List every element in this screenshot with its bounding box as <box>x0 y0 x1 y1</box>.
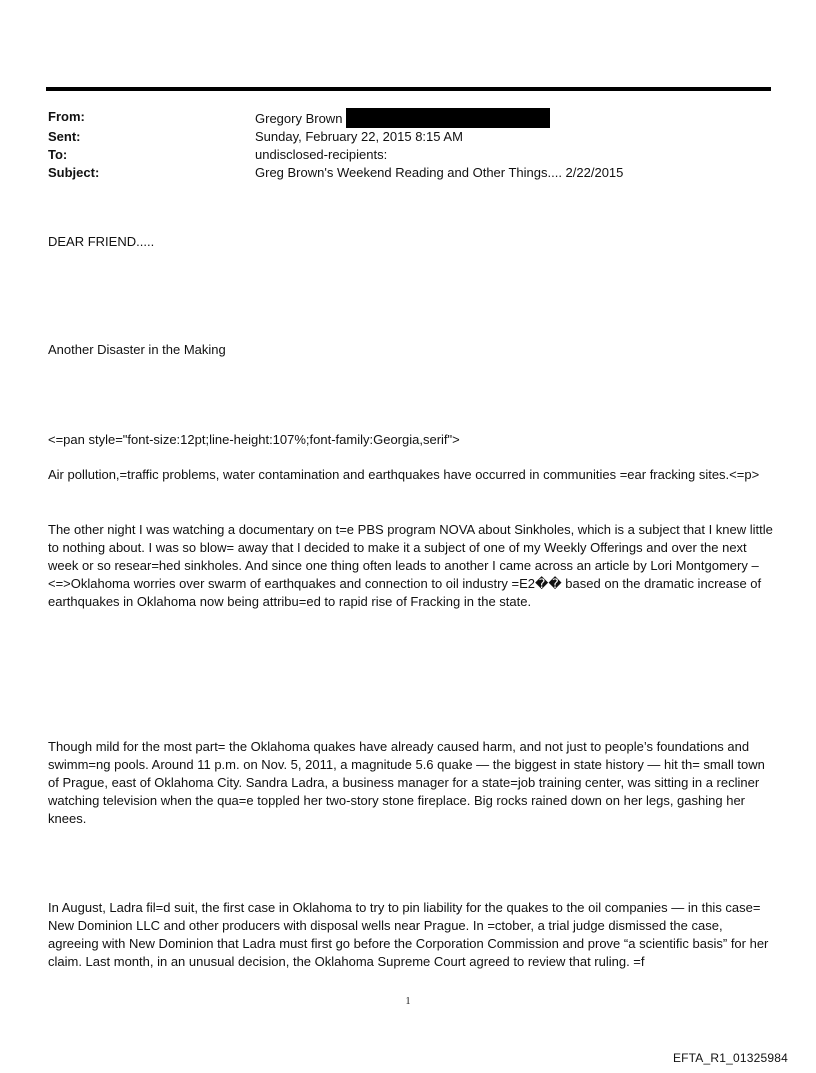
from-value <box>255 108 768 128</box>
to-value: undisclosed-recipients: <box>255 147 388 162</box>
html-artifact-line: <=pan style="font-size:12pt;line-height:107%;font-family:Georgia,serif"> <box>48 432 460 447</box>
paragraph-2: The other night I was watching a documentary on t=e PBS program NOVA about Sinkholes, which is a subject that I knew little to nothing about. I was so blow= away that I decided to make it a subject of one of my Weekly Offerings and over the next week or so resear=hed sinkholes. And since one thing often leads to another I came across an article by Lori Montgomery – <=>Oklahoma worries over swarm of earthquakes and connection to oil industry =E2�� based on the dramatic increase of earthquakes in Oklahoma now being attribu=ed to rapid rise of Fracking in the state. <box>48 522 773 609</box>
from-label: From: <box>48 109 85 124</box>
paragraph-4: In August, Ladra fil=d suit, the first case in Oklahoma to try to pin liability for the quakes to the oil companies — in this case= New Dominion LLC and other producers with disposal wells near Prague. In =ctober, a trial judge dismissed the case, agreeing with New Dominion that Ladra must first go before the Corporation Commission and prove “a scientific basis” for her claim. Last month, in an unusual decision, the Oklahoma Supreme Court agreed to review that ruling. =f <box>48 900 769 969</box>
from-name: Gregory Brown <box>255 111 343 126</box>
subject-value: Greg Brown's Weekend Reading and Other Things.... 2/22/2015 <box>255 165 624 180</box>
bates-number: EFTA_R1_01325984 <box>672 1051 788 1065</box>
paragraph-1: Air pollution,=traffic problems, water contamination and earthquakes have occurred in communities =ear fracking sites.<=p> <box>48 467 760 482</box>
sent-value: Sunday, February 22, 2015 8:15 AM <box>255 129 463 144</box>
subject-label: Subject: <box>48 165 100 180</box>
subject-row <box>48 164 768 182</box>
sent-label: Sent: <box>48 129 81 144</box>
sent-row <box>48 128 768 146</box>
from-row <box>48 108 768 128</box>
greeting: DEAR FRIEND..... <box>48 234 155 249</box>
email-header <box>48 108 768 182</box>
header-divider <box>46 87 771 91</box>
page-number: 1 <box>405 996 411 1007</box>
redaction-box <box>346 108 550 128</box>
to-label: To: <box>48 147 68 162</box>
section-heading: Another Disaster in the Making <box>48 342 226 357</box>
paragraph-3: Though mild for the most part= the Oklahoma quakes have already caused harm, and not just to people’s foundations and swimm=ng pools. Around 11 p.m. on Nov. 5, 2011, a magnitude 5.6 quake — the biggest in state history — hit th= small town of Prague, east of Oklahoma City. Sandra Ladra, a business manager for a state=job training center, was sitting in a recliner watching television when the qua=e toppled her two-story stone fireplace. Big rocks rained down on her legs, gashing her knees. <box>48 739 765 826</box>
to-row <box>48 146 768 164</box>
